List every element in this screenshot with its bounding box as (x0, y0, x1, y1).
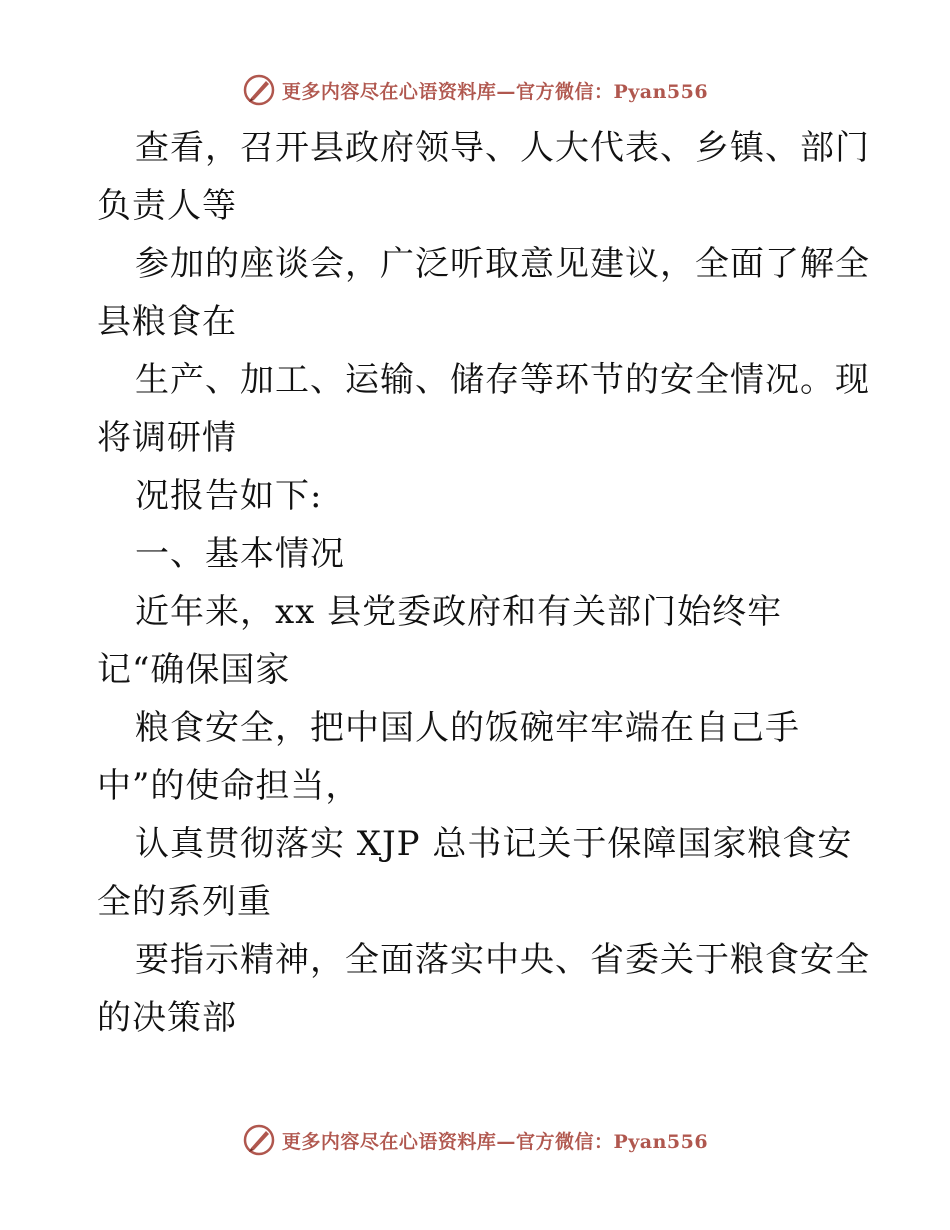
body-line: 况报告如下: (135, 476, 323, 516)
banner-title: 更多内容尽在心语资料库— (281, 1130, 516, 1153)
header-banner (0, 70, 950, 110)
body-line: 要指示精神，全面落实中央、省委关于粮食安全 (135, 940, 870, 980)
body-line: 将调研情 (97, 418, 237, 458)
footer-banner (0, 1120, 950, 1160)
quill-circle-logo-icon (242, 73, 276, 107)
banner-contact: 官方微信：Pyan556 (515, 80, 709, 103)
body-line: 记“确保国家 (97, 650, 291, 690)
quill-circle-logo-icon (242, 1123, 276, 1157)
section-heading: 一、基本情况 (135, 534, 345, 574)
body-line: 粮食安全，把中国人的饭碗牢牢端在自己手 (135, 708, 800, 748)
body-line: 县粮食在 (97, 302, 237, 342)
body-line: 全的系列重 (97, 882, 272, 922)
body-line: 参加的座谈会，广泛听取意见建议，全面了解全 (135, 244, 870, 284)
body-line: 负责人等 (97, 186, 237, 226)
banner-title: 更多内容尽在心语资料库— (281, 80, 516, 103)
body-line: 中”的使命担当， (97, 766, 361, 806)
banner-contact: 官方微信：Pyan556 (515, 1130, 709, 1153)
body-line: 生产、加工、运输、储存等环节的安全情况。现 (135, 360, 870, 400)
body-line: 的决策部 (97, 998, 237, 1038)
body-line: 认真贯彻落实 XJP 总书记关于保障国家粮食安 (135, 824, 853, 864)
body-line: 近年来，xx 县党委政府和有关部门始终牢 (135, 592, 783, 632)
body-line: 查看，召开县政府领导、人大代表、乡镇、部门 (135, 128, 870, 168)
